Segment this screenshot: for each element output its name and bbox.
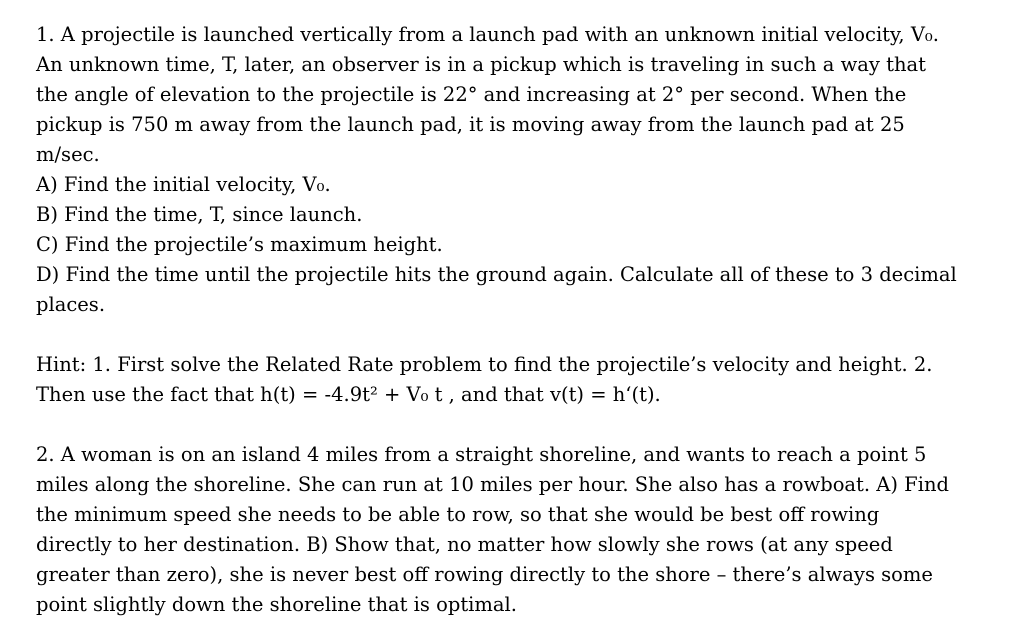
hint-line: Then use the fact that h(t) = -4.9t² + V₀ t , and that v(t) = h‘(t). xyxy=(36,383,661,406)
problem-2-line: the minimum speed she needs to be able to row, so that she would be best off rowing xyxy=(36,503,880,526)
problem-1-line: m/sec. xyxy=(36,143,100,166)
problem-1-parts xyxy=(36,170,996,320)
hint-paragraph xyxy=(36,350,996,410)
problem-1-part-d-continued: places. xyxy=(36,293,106,316)
problem-1-line: 1. A projectile is launched vertically from a launch pad with an unknown initial velocity, V₀. xyxy=(36,23,939,46)
problem-1-line: An unknown time, T, later, an observer is in a pickup which is traveling in such a way that xyxy=(36,53,926,76)
problem-1-part-c: C) Find the projectile’s maximum height. xyxy=(36,233,443,256)
paragraph-spacer xyxy=(36,410,996,440)
problem-2-statement xyxy=(36,440,996,620)
paragraph-spacer xyxy=(36,320,996,350)
problem-2-line: point slightly down the shoreline that is optimal. xyxy=(36,593,517,616)
problem-1-part-d: D) Find the time until the projectile hits the ground again. Calculate all of these to 3 decimal xyxy=(36,263,957,286)
problem-2-line: directly to her destination. B) Show that, no matter how slowly she rows (at any speed xyxy=(36,533,893,556)
problem-2-line: 2. A woman is on an island 4 miles from a straight shoreline, and wants to reach a point 5 xyxy=(36,443,927,466)
problem-1-line: pickup is 750 m away from the launch pad, it is moving away from the launch pad at 25 xyxy=(36,113,905,136)
problem-1-statement xyxy=(36,20,996,170)
problem-1-part-b: B) Find the time, T, since launch. xyxy=(36,203,363,226)
hint-line: Hint: 1. First solve the Related Rate problem to find the projectile’s velocity and height. 2. xyxy=(36,353,933,376)
problem-2-line: greater than zero), she is never best off rowing directly to the shore – there’s always some xyxy=(36,563,933,586)
problem-1-part-a: A) Find the initial velocity, V₀. xyxy=(36,173,331,196)
problem-1-line: the angle of elevation to the projectile is 22° and increasing at 2° per second. When the xyxy=(36,83,907,106)
problem-2-line: miles along the shoreline. She can run at 10 miles per hour. She also has a rowboat. A) Find xyxy=(36,473,949,496)
document-page xyxy=(36,20,996,620)
